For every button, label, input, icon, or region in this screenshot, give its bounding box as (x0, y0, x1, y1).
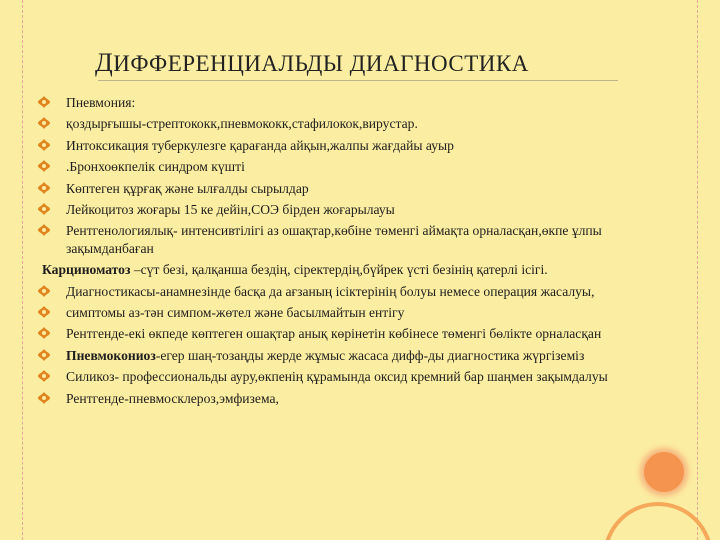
orange-leaf-bullet-icon (38, 285, 50, 297)
right-dashed-border (697, 0, 698, 540)
bullet-item (36, 94, 676, 111)
bullet-item (36, 222, 676, 257)
item-text (66, 137, 676, 154)
item-body-text: қоздырғышы-стрептококк,пневмококк,стафилокок,вирустар. (66, 116, 418, 132)
orange-leaf-bullet-icon (38, 182, 50, 194)
item-text (66, 283, 676, 300)
slide-content (36, 94, 676, 411)
bullet-item (36, 158, 676, 175)
item-body-text: Пневмония: (66, 95, 136, 110)
item-bold-term: Карциноматоз (42, 262, 131, 278)
orange-leaf-bullet-icon (38, 327, 50, 339)
item-body-text: Диагностикасы-анамнезінде басқа да ағзаның ісіктерінің болуы немесе операция жасалуы, (66, 283, 595, 299)
item-text (66, 180, 676, 197)
item-text (66, 325, 676, 342)
bullet-item (36, 390, 676, 407)
bullet-item (36, 347, 676, 364)
item-text (66, 390, 676, 407)
item-body-text: Рентгенде-екі өкпеде көптеген ошақтар анық көрінетін көбінесе төменгі бөлікте орналасқан (66, 326, 602, 342)
orange-leaf-bullet-icon (38, 224, 50, 236)
left-dashed-border (22, 0, 23, 540)
orange-leaf-bullet-icon (38, 203, 50, 215)
orange-leaf-bullet-icon (38, 139, 50, 151)
bullet-item (36, 304, 676, 321)
item-text (66, 94, 676, 111)
item-text (66, 347, 676, 364)
orange-leaf-bullet-icon (38, 117, 50, 129)
orange-leaf-bullet-icon (38, 349, 50, 361)
bullet-item (36, 201, 676, 218)
item-body-text: Көптеген құрғақ және ылғалды сырылдар (66, 180, 309, 196)
orange-leaf-bullet-icon (38, 160, 50, 172)
bullet-item (36, 283, 676, 300)
item-text (66, 368, 676, 385)
item-body-text: -егер шаң-тозаңды жерде жұмыс жасаса дифф-ды диагностика жүргіземіз (155, 347, 585, 363)
title-underline (98, 80, 618, 81)
title-second: ДИАГНОСТИКА (349, 51, 529, 76)
slide-title (95, 48, 529, 78)
item-text (66, 222, 676, 257)
item-body-text: Рентгенологиялық- интенсивтілігі аз ошақтар,көбіне төменгі аймақта орналасқан,өкпе ұлпы зақымданбаған (66, 223, 602, 256)
orange-leaf-bullet-icon (38, 96, 50, 108)
bullet-item (36, 137, 676, 154)
title-first-rest: ИФФЕРЕНЦИАЛЬДЫ (113, 51, 344, 76)
plain-paragraph (36, 261, 676, 278)
item-bold-term: Пневмокониоз (66, 347, 156, 363)
orange-leaf-bullet-icon (38, 306, 50, 318)
item-body-text: .Бронхоөкпелік синдром күшті (66, 159, 245, 175)
item-text (66, 201, 676, 218)
orange-leaf-bullet-icon (38, 392, 50, 404)
bullet-item (36, 115, 676, 132)
item-body-text: Рентгенде-пневмосклероз,эмфизема, (66, 390, 279, 406)
item-body-text: Силикоз- профессиональды ауру,өкпенің құрамында оксид кремний бар шаңмен зақымдалуы (66, 369, 608, 385)
title-initial: Д (95, 48, 114, 77)
decorative-orange-circle (644, 452, 684, 492)
item-text (42, 262, 548, 277)
item-body-text: симптомы аз-тән симпом-жөтел және басылмайтын ентігу (66, 305, 405, 321)
bullet-item (36, 325, 676, 342)
bullet-item (36, 180, 676, 197)
item-body-text: Интоксикация туберкулезге қарағанда айқын,жалпы жағдайы ауыр (66, 137, 454, 153)
item-text (66, 115, 676, 132)
item-text (66, 158, 676, 175)
item-body-text: Лейкоцитоз жоғары 15 ке дейін,СОЭ бірден жоғарылауы (66, 202, 395, 218)
item-body-text: –сүт безі, қалқанша бездің, сіректердің,бүйрек үсті безінің қатерлі ісігі. (130, 262, 548, 278)
bullet-item (36, 368, 676, 385)
orange-leaf-bullet-icon (38, 370, 50, 382)
item-text (66, 304, 676, 321)
